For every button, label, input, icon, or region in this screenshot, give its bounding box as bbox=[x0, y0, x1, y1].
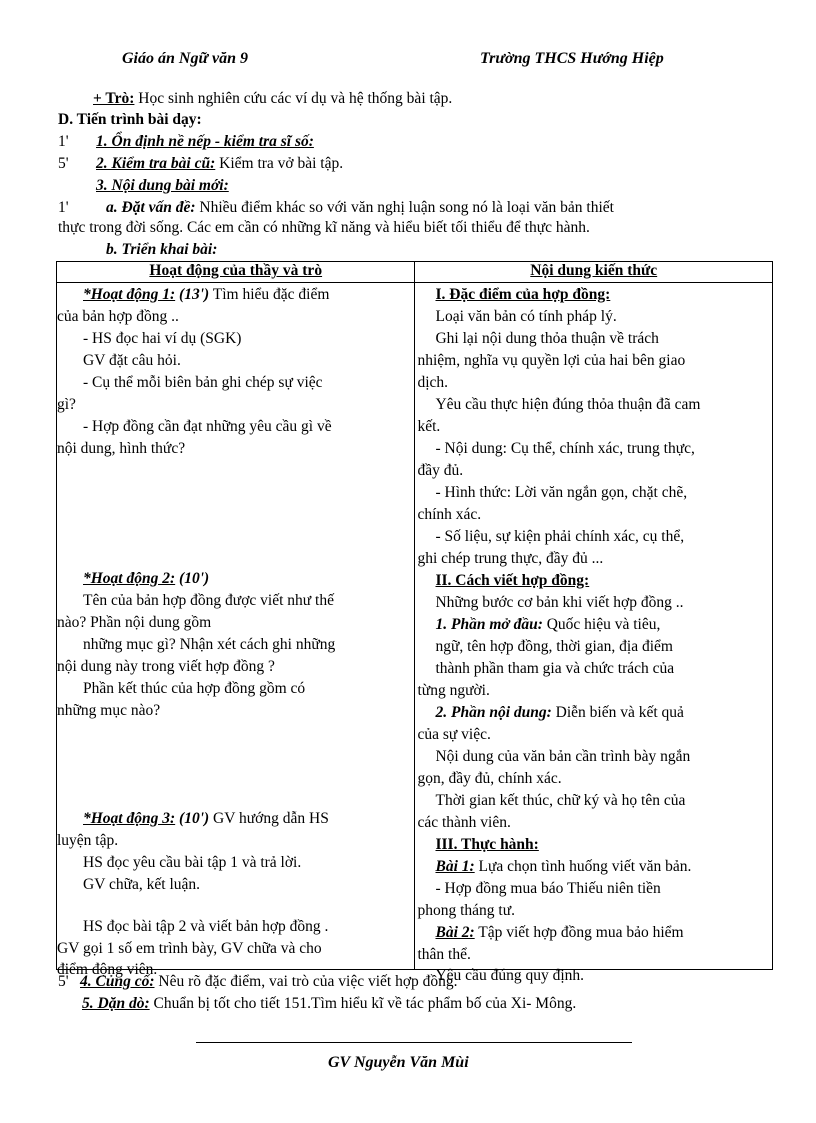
step2-line bbox=[96, 155, 343, 173]
right-line: từng người. bbox=[417, 682, 490, 699]
left-line: nội dung, hình thức? bbox=[57, 440, 186, 457]
a-text: Nhiều điểm khác so với văn nghị luận song nó là loại văn bản thiết bbox=[195, 199, 614, 216]
left-line: điểm động viên. bbox=[57, 961, 158, 978]
step1-time: 1' bbox=[58, 133, 69, 150]
left-line: HS đọc bài tập 2 và viết bản hợp đồng . bbox=[83, 918, 329, 935]
left-line: những mục gì? Nhận xét cách ghi những bbox=[83, 636, 336, 653]
exercise-2-line bbox=[435, 924, 683, 942]
c4-label: 4. Củng cố: bbox=[80, 973, 155, 990]
right-line: - Số liệu, sự kiện phải chính xác, cụ thể, bbox=[435, 528, 685, 545]
section-2-heading: II. Cách viết hợp đồng: bbox=[435, 572, 590, 589]
step3-text: 3. Nội dung bài mới: bbox=[96, 177, 229, 194]
right-line: Loại văn bản có tính pháp lý. bbox=[435, 308, 617, 325]
c4-time: 5' bbox=[58, 973, 69, 990]
left-line: - Hợp đồng cần đạt những yêu cầu gì về bbox=[83, 418, 332, 435]
right-line: ghi chép trung thực, đầy đủ ... bbox=[417, 550, 604, 567]
col1-header-cell bbox=[57, 262, 415, 283]
step2-text: Kiểm tra vở bài tập. bbox=[215, 155, 344, 172]
part-2-text: Diễn biến và kết quả bbox=[551, 704, 684, 721]
header-right: Trường THCS Hướng Hiệp bbox=[480, 50, 664, 67]
activity-3-label: *Hoạt động 3: bbox=[83, 810, 176, 827]
signature-divider bbox=[196, 1042, 632, 1043]
left-line: luyện tập. bbox=[57, 832, 119, 849]
left-line: nội dung này trong viết hợp đồng ? bbox=[57, 658, 275, 675]
right-line: Thời gian kết thúc, chữ ký và họ tên của bbox=[435, 792, 686, 809]
step2-label: 2. Kiểm tra bài cũ: bbox=[96, 155, 216, 172]
tro-line bbox=[93, 90, 452, 108]
knowledge-cell bbox=[415, 283, 773, 984]
activity-3-text: GV hướng dẫn HS bbox=[209, 810, 329, 827]
activity-1-time: (13') bbox=[175, 286, 210, 303]
activity-2-line bbox=[83, 570, 209, 588]
left-line: nào? Phần nội dung gồm bbox=[57, 614, 212, 631]
left-line: GV gọi 1 số em trình bày, GV chữa và cho bbox=[57, 940, 322, 957]
left-line: của bản hợp đồng .. bbox=[57, 308, 179, 325]
a-line bbox=[106, 199, 614, 217]
header-left: Giáo án Ngữ văn 9 bbox=[122, 50, 249, 67]
activity-1-label: *Hoạt động 1: bbox=[83, 286, 176, 303]
right-line: - Nội dung: Cụ thể, chính xác, trung thực, bbox=[435, 440, 695, 457]
section-3-heading: III. Thực hành: bbox=[435, 836, 539, 853]
right-line: Những bước cơ bản khi viết hợp đồng .. bbox=[435, 594, 684, 611]
col1-header: Hoạt động của thầy và trò bbox=[149, 262, 323, 279]
step3-heading bbox=[96, 177, 229, 195]
left-line: Phần kết thúc của hợp đồng gồm có bbox=[83, 680, 306, 697]
activity-3-time: (10') bbox=[175, 810, 210, 827]
right-line: ngữ, tên hợp đồng, thời gian, địa điểm bbox=[435, 638, 673, 655]
part-2-label: 2. Phần nội dung: bbox=[435, 704, 552, 721]
a-time: 1' bbox=[58, 199, 69, 216]
right-line: dịch. bbox=[417, 374, 449, 391]
left-line: HS đọc yêu cầu bài tập 1 và trả lời. bbox=[83, 854, 302, 871]
left-line: gì? bbox=[57, 396, 76, 413]
a-label: a. Đặt vấn đề: bbox=[106, 199, 196, 216]
exercise-1-line bbox=[435, 858, 691, 876]
left-line: - Cụ thể mỗi biên bản ghi chép sự việc bbox=[83, 374, 323, 391]
activity-3-line bbox=[83, 810, 329, 828]
right-line: gọn, đầy đủ, chính xác. bbox=[417, 770, 562, 787]
col2-header: Nội dung kiến thức bbox=[530, 262, 658, 279]
b-heading: b. Triển khai bài: bbox=[106, 241, 218, 258]
a-text2: thực trong đời sống. Các em cần có những kĩ năng và hiểu biết tối thiểu để thực hành. bbox=[58, 219, 590, 236]
activity-1-line bbox=[83, 286, 329, 304]
tro-text: Học sinh nghiên cứu các ví dụ và hệ thống bài tập. bbox=[134, 90, 453, 107]
step1-heading: 1. Ổn định nề nếp - kiểm tra sĩ số: bbox=[96, 133, 314, 150]
activity-1-text: Tìm hiểu đặc điểm bbox=[209, 286, 330, 303]
section-d-text: D. Tiến trình bài dạy: bbox=[58, 111, 202, 128]
right-line: - Hình thức: Lời văn ngắn gọn, chặt chẽ, bbox=[435, 484, 688, 501]
c4-text: Nêu rõ đặc điểm, vai trò của việc viết hợp đồng. bbox=[154, 973, 458, 990]
left-line: những mục nào? bbox=[57, 702, 161, 719]
section-1-heading: I. Đặc điểm của hợp đồng: bbox=[435, 286, 611, 303]
c5-text: Chuẩn bị tốt cho tiết 151.Tìm hiểu kĩ về tác phẩm bố của Xi- Mông. bbox=[149, 995, 577, 1012]
left-line: - HS đọc hai ví dụ (SGK) bbox=[83, 330, 242, 347]
right-line: kết. bbox=[417, 418, 441, 435]
exercise-1-text: Lựa chọn tình huống viết văn bản. bbox=[474, 858, 692, 875]
right-line: phong tháng tư. bbox=[417, 902, 516, 919]
step2-time: 5' bbox=[58, 155, 69, 172]
right-line: đầy đủ. bbox=[417, 462, 464, 479]
left-line: Tên của bản hợp đồng được viết như thế bbox=[83, 592, 334, 609]
exercise-2-label: Bài 2: bbox=[435, 924, 475, 941]
right-line: chính xác. bbox=[417, 506, 482, 523]
tro-label: + Trò: bbox=[93, 90, 135, 107]
right-line: Yêu cầu đúng quy định. bbox=[435, 967, 584, 984]
right-line: Yêu cầu thực hiện đúng thỏa thuận đã cam bbox=[435, 396, 701, 413]
right-line: các thành viên. bbox=[417, 814, 511, 831]
c4-line bbox=[80, 973, 458, 991]
right-line: thành phần tham gia và chức trách của bbox=[435, 660, 675, 677]
part-1-text: Quốc hiệu và tiêu, bbox=[542, 616, 661, 633]
c5-line bbox=[82, 995, 576, 1013]
right-line: - Hợp đồng mua báo Thiếu niên tiền bbox=[435, 880, 661, 897]
section-d bbox=[58, 111, 202, 129]
signature: GV Nguyễn Văn Mùi bbox=[328, 1054, 469, 1071]
col2-header-cell bbox=[415, 262, 773, 283]
part-1-line bbox=[435, 616, 660, 634]
activity-2-label: *Hoạt động 2: bbox=[83, 570, 176, 587]
part-1-label: 1. Phần mở đầu: bbox=[435, 616, 543, 633]
c5-label: 5. Dặn dò: bbox=[82, 995, 150, 1012]
exercise-2-text: Tập viết hợp đồng mua bảo hiểm bbox=[474, 924, 684, 941]
activities-cell bbox=[57, 283, 415, 978]
right-line: nhiệm, nghĩa vụ quyền lợi của hai bên giao bbox=[417, 352, 686, 369]
right-line: Nội dung của văn bản cần trình bày ngắn bbox=[435, 748, 691, 765]
exercise-1-label: Bài 1: bbox=[435, 858, 475, 875]
part-2-line bbox=[435, 704, 683, 722]
left-line: GV đặt câu hỏi. bbox=[83, 352, 181, 369]
activity-2-time: (10') bbox=[175, 570, 210, 587]
right-line: thân thể. bbox=[417, 946, 471, 963]
left-line: GV chữa, kết luận. bbox=[83, 876, 201, 893]
right-line: của sự việc. bbox=[417, 726, 491, 743]
right-line: Ghi lại nội dung thỏa thuận về trách bbox=[435, 330, 659, 347]
